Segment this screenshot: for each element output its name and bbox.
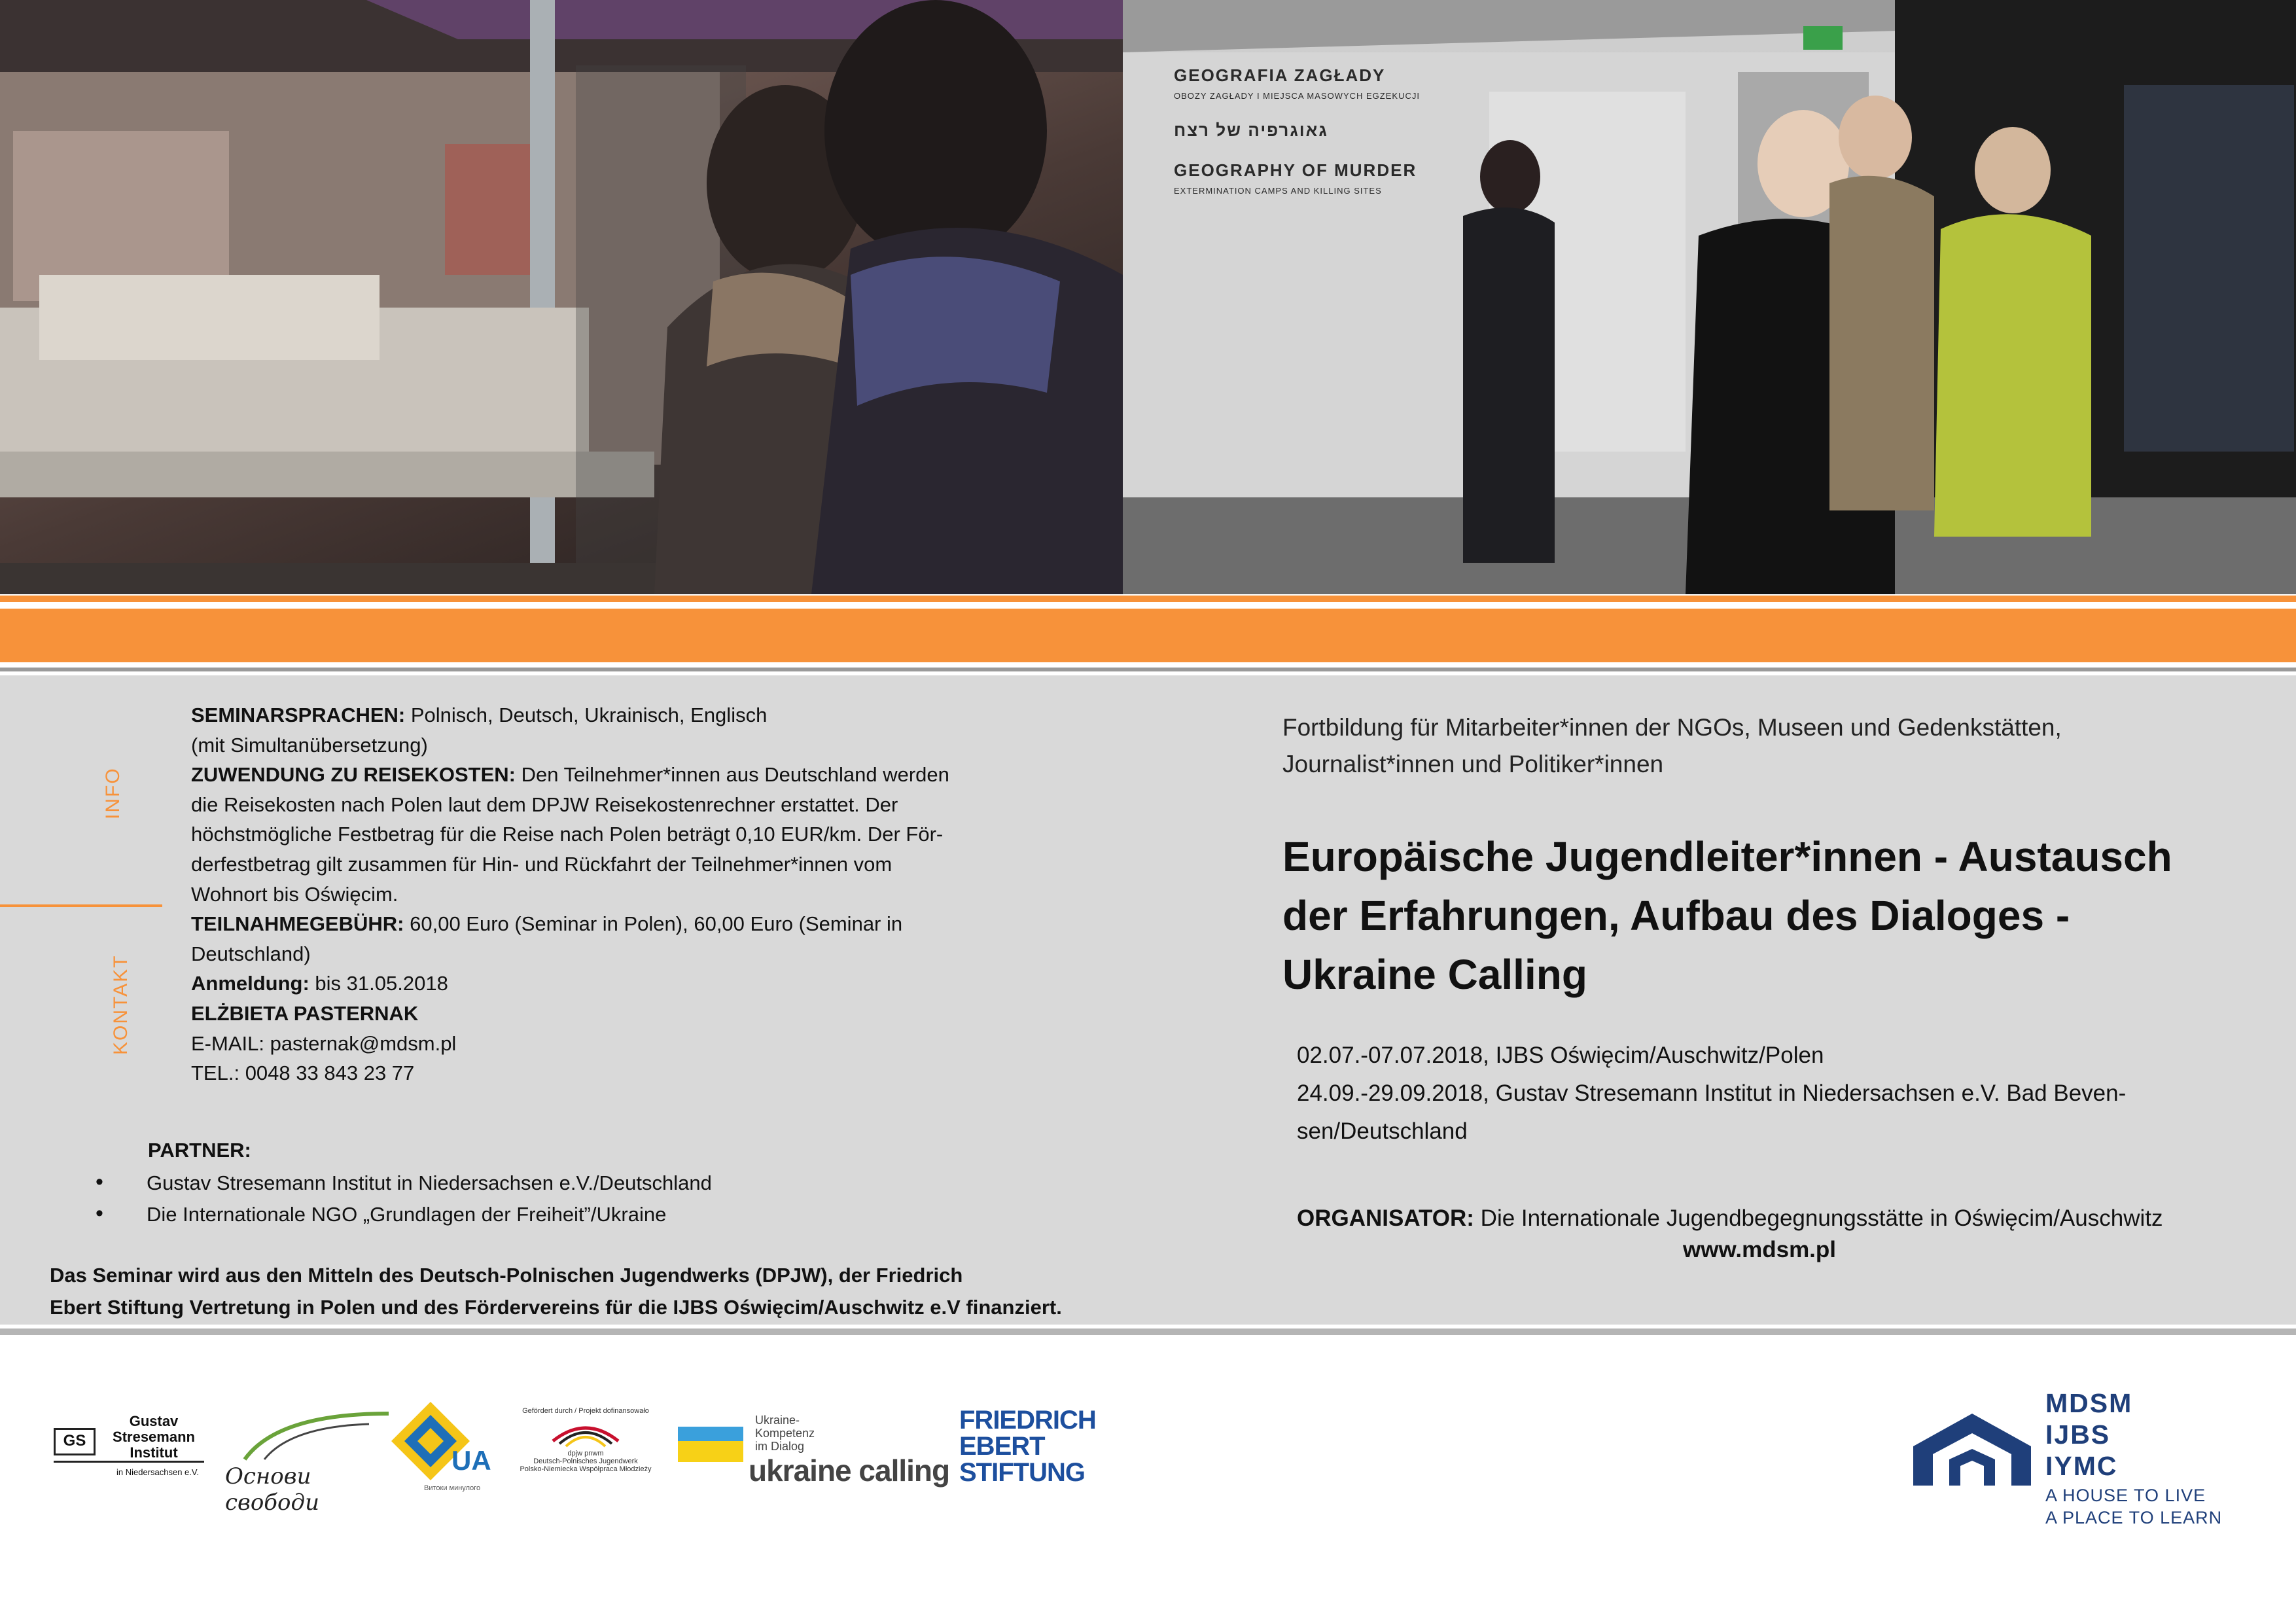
house-icon [1913, 1414, 2031, 1492]
event-intro [1282, 709, 2251, 783]
travel-text-2: die Reisekosten nach Polen laut dem DPJW Reisekostenrechner erstattet. Der [191, 793, 898, 816]
mdsm-logo [1913, 1387, 2253, 1538]
photo-exhibition-group [1123, 0, 2296, 594]
languages-note: (mit Simultanübersetzung) [191, 733, 428, 757]
organisator-label: ORGANISATOR: [1297, 1205, 1474, 1231]
list-item: • Die Internationale NGO „Grundlagen der Freiheit”/Ukraine [96, 1199, 712, 1230]
organisator-text: Die Internationale Jugendbegegnungsstätte in Oświęcim/Auschwitz [1474, 1205, 2163, 1231]
fee-label: TEILNAHMEGEBÜHR: [191, 912, 404, 936]
uc-small [755, 1414, 815, 1453]
organisator [1297, 1200, 2252, 1237]
fee-text-2: Deutschland) [191, 942, 311, 965]
fes-logo [959, 1407, 1110, 1492]
photo-left-illustration [0, 0, 1123, 594]
side-label-info: INFO [102, 767, 124, 819]
fes-line-2: EBERT [959, 1432, 1045, 1461]
mdsm-tagline [2045, 1484, 2222, 1529]
divider [0, 668, 2296, 671]
contact-email[interactable]: E-MAIL: pasternak@mdsm.pl [191, 1031, 457, 1055]
gsi-underline [54, 1461, 204, 1463]
exhibit-wall-text [1174, 65, 1420, 215]
mdsm-name-2: IJBS [2045, 1419, 2111, 1450]
ua-sub: Витоки минулого [424, 1484, 481, 1492]
ukraine-calling-logo [678, 1407, 953, 1492]
website-link[interactable]: www.mdsm.pl [1683, 1237, 1837, 1262]
event-title-1: Europäische Jugendleiter*innen - Austausch [1282, 833, 2172, 880]
ua-logo [391, 1402, 503, 1500]
uc-flag-icon [678, 1407, 750, 1466]
gsi-logo [54, 1407, 204, 1486]
uc-small-1: Ukraine- [755, 1414, 800, 1427]
registration-label: Anmeldung: [191, 972, 309, 995]
osnovy-svobody-logo [225, 1407, 395, 1516]
contact-name: ELŻBIETA PASTERNAK [191, 1001, 419, 1025]
gsi-name-2: Stresemann [113, 1429, 195, 1445]
side-divider [0, 904, 162, 907]
event-intro-2: Journalist*innen und Politiker*innen [1282, 751, 1664, 777]
gsi-sub: in Niedersachsen e.V. [116, 1467, 199, 1477]
osnovy-text: Основи свободи [225, 1463, 319, 1516]
travel-label: ZUWENDUNG ZU REISEKOSTEN: [191, 763, 516, 787]
dpjw-line-1: Gefördert durch / Projekt dofinansowało [522, 1407, 649, 1415]
event-dates [1297, 1037, 2213, 1150]
orange-band [0, 609, 2296, 662]
dpjw-line-3: Polsko-Niemiecka Współpraca Młodzieży [520, 1465, 652, 1473]
info-block [191, 700, 1035, 1088]
event-title-2: der Erfahrungen, Aufbau des Dialoges - [1282, 892, 2070, 939]
funding-note [50, 1259, 1175, 1323]
swoosh-icon [238, 1407, 395, 1466]
gsi-name [105, 1414, 203, 1461]
funding-line-2: Ebert Stiftung Vertretung in Polen und des Fördervereins für die IJBS Oświęcim/Auschwitz e.V finanziert. [50, 1296, 1062, 1319]
date-2a: 24.09.-29.09.2018, Gustav Stresemann Institut in Niedersachsen e.V. Bad Beven- [1297, 1080, 2127, 1106]
mdsm-name-3: IYMC [2045, 1451, 2118, 1481]
uc-small-3: im Dialog [755, 1440, 805, 1453]
fee-text-1: 60,00 Euro (Seminar in Polen), 60,00 Euro (Seminar in [404, 912, 903, 936]
date-2b: sen/Deutschland [1297, 1118, 1468, 1144]
uc-small-2: Kompetenz [755, 1427, 815, 1440]
orange-rule [0, 596, 2296, 602]
uc-big: ukraine calling [749, 1454, 950, 1488]
event-title [1282, 827, 2225, 1004]
dpjw-flags-icon [546, 1415, 625, 1448]
registration-text: bis 31.05.2018 [309, 972, 448, 995]
exhibit-title-pl: GEOGRAFIA ZAGŁADY [1174, 65, 1386, 85]
exhibit-subtitle-en: EXTERMINATION CAMPS AND KILLING SITES [1174, 186, 1382, 196]
ua-text: UA [451, 1445, 491, 1476]
funding-line-1: Das Seminar wird aus den Mitteln des Deutsch-Polnischen Jugendwerks (DPJW), der Friedrich [50, 1264, 963, 1287]
header-photos [0, 0, 2296, 594]
fes-line-1: FRIEDRICH [959, 1406, 1096, 1435]
partner-list [96, 1168, 712, 1230]
list-item: • Gustav Stresemann Institut in Niedersachsen e.V./Deutschland [96, 1168, 712, 1199]
travel-text-1: Den Teilnehmer*innen aus Deutschland werden [516, 763, 949, 787]
languages-label: SEMINARSPRACHEN: [191, 704, 406, 726]
exhibit-subtitle-pl: OBOZY ZAGŁADY I MIEJSCA MASOWYCH EGZEKUCJI [1174, 91, 1420, 101]
event-title-3: Ukraine Calling [1282, 951, 1587, 998]
date-1: 02.07.-07.07.2018, IJBS Oświęcim/Auschwitz/Polen [1297, 1043, 1824, 1068]
gsi-name-1: Gustav [129, 1413, 179, 1429]
side-label-kontakt: KONTAKT [110, 954, 132, 1055]
gsi-mark: GS [54, 1428, 96, 1455]
mdsm-name-1: MDSM [2045, 1388, 2133, 1418]
mdsm-tag-2: A PLACE TO LEARN [2045, 1508, 2223, 1527]
photo-museum-model-visitors [0, 0, 1123, 594]
dpjw-logo [504, 1407, 667, 1499]
contact-phone: TEL.: 0048 33 843 23 77 [191, 1061, 415, 1085]
languages-text: Polnisch, Deutsch, Ukrainisch, Englisch [405, 704, 768, 726]
exhibit-title-he: גאוגרפיה של רצח [1174, 120, 1328, 140]
partner-heading: PARTNER: [148, 1139, 251, 1162]
mdsm-tag-1: A HOUSE TO LIVE [2045, 1486, 2206, 1505]
fes-line-3: STIFTUNG [959, 1458, 1085, 1487]
travel-text-3: höchstmögliche Festbetrag für die Reise nach Polen beträgt 0,10 EUR/km. Der För- [191, 823, 944, 846]
divider [0, 1329, 2296, 1335]
exhibit-title-en: GEOGRAPHY OF MURDER [1174, 160, 1417, 180]
dpjw-mark: dpjw pnwm [567, 1450, 604, 1457]
mdsm-name [2045, 1387, 2132, 1482]
travel-text-5: Wohnort bis Oświęcim. [191, 882, 398, 906]
travel-text-4: derfestbetrag gilt zusammen für Hin- und Rückfahrt der Teilnehmer*innen vom [191, 852, 892, 876]
event-intro-1: Fortbildung für Mitarbeiter*innen der NGOs, Museen und Gedenkstätten, [1282, 714, 2062, 741]
gsi-name-3: Institut [130, 1444, 178, 1461]
dpjw-line-2: Deutsch-Polnisches Jugendwerk [533, 1457, 638, 1465]
